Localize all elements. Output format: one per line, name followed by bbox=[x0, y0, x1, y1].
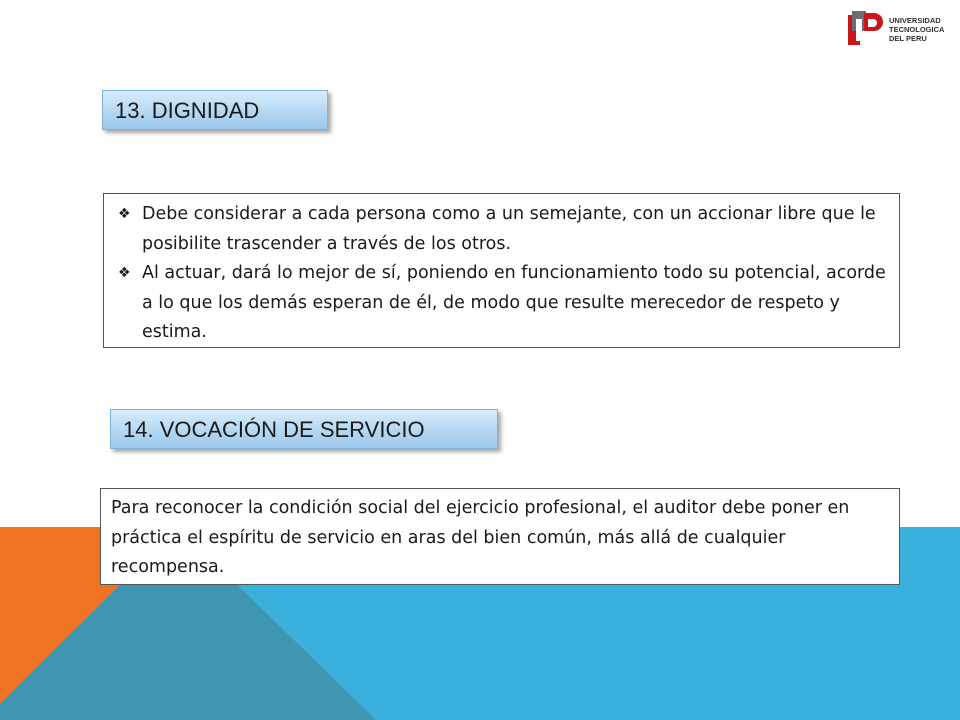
list-item bbox=[112, 200, 889, 259]
diamond-bullet-icon: ❖ bbox=[118, 206, 131, 222]
section-14-heading: 14. VOCACIÓN DE SERVICIO bbox=[110, 409, 498, 449]
bullet-text: Al actuar, dará lo mejor de sí, poniendo en funcionamiento todo su potencial, acorde a lo que los demás esperan de él, de modo que resulte merecedor de respeto y estima. bbox=[142, 263, 886, 342]
vocacion-content-box bbox=[100, 488, 900, 585]
section-13-heading: 13. DIGNIDAD bbox=[102, 90, 328, 130]
list-item bbox=[112, 259, 889, 348]
diamond-bullet-icon: ❖ bbox=[118, 265, 131, 281]
dignidad-content-box bbox=[103, 193, 900, 348]
utp-logo-icon bbox=[846, 9, 886, 49]
logo-text: UNIVERSIDAD TECNOLOGICA DEL PERU bbox=[889, 15, 945, 43]
bullet-text: Debe considerar a cada persona como a un semejante, con un accionar libre que le posibilite trascender a través de los otros. bbox=[142, 204, 876, 254]
university-logo bbox=[846, 8, 956, 50]
vocacion-text: Para reconocer la condición social del ejercicio profesional, el auditor debe poner en práctica el espíritu de servicio en aras del bien común, más allá de cualquier recompensa. bbox=[111, 498, 850, 577]
